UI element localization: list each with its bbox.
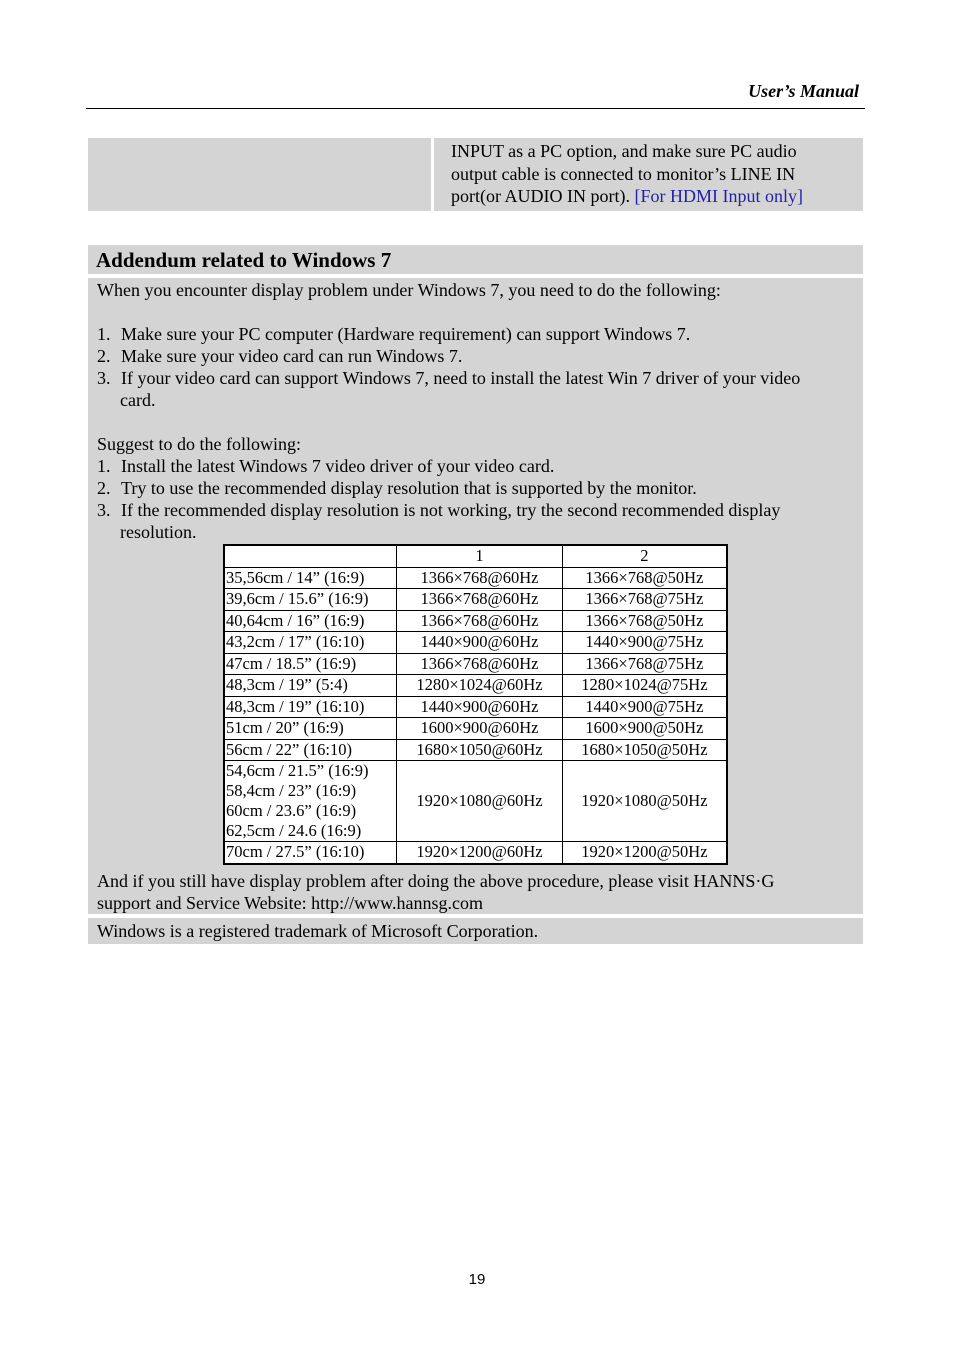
- requirement-3-text: If your video card can support Windows 7, need to install the latest Win 7 driver of your video: [121, 368, 801, 388]
- audio-note-line-3: [451, 185, 855, 208]
- recommended-resolution-2: 1366×768@50Hz: [562, 610, 727, 632]
- audio-note-line-2: output cable is connected to monitor’s LINE IN: [451, 163, 796, 184]
- monitor-size-cell: [224, 761, 397, 842]
- requirement-1-number: 1.: [97, 324, 111, 344]
- requirement-3-continuation: card.: [120, 390, 156, 410]
- recommended-resolution-2: 1600×900@50Hz: [562, 718, 727, 740]
- audio-input-note: [451, 140, 855, 208]
- recommended-resolution-1: 1920×1080@60Hz: [397, 761, 563, 842]
- recommended-resolution-2: 1366×768@75Hz: [562, 589, 727, 611]
- recommended-resolution-1: 1680×1050@60Hz: [397, 739, 563, 761]
- monitor-size: 56cm / 22” (16:10): [226, 739, 353, 759]
- recommended-resolution-1: 1366×768@60Hz: [397, 653, 563, 675]
- requirement-2-text: Make sure your video card can run Windows 7.: [121, 346, 463, 366]
- monitor-size: 40,64cm / 16” (16:9): [226, 610, 365, 630]
- monitor-size-cell: [224, 675, 397, 697]
- monitor-size-cell: [224, 842, 397, 864]
- table-row: [224, 610, 727, 632]
- monitor-size: 35,56cm / 14” (16:9): [226, 567, 365, 587]
- requirement-3-number: 3.: [97, 368, 111, 388]
- monitor-size: 39,6cm / 15.6” (16:9): [226, 589, 369, 609]
- requirement-2-number: 2.: [97, 346, 111, 366]
- page-header-title: User’s Manual: [748, 81, 859, 101]
- suggest-label: Suggest to do the following:: [97, 434, 301, 454]
- recommended-resolution-2: 1366×768@75Hz: [562, 653, 727, 675]
- monitor-size-cell: [224, 567, 397, 589]
- table-row: [224, 761, 727, 842]
- monitor-size-cell: [224, 589, 397, 611]
- audio-note-line-3-text: port(or AUDIO IN port).: [451, 186, 635, 206]
- recommended-resolution-1: 1366×768@60Hz: [397, 567, 563, 589]
- addendum-intro: When you encounter display problem under Windows 7, you need to do the following:: [97, 280, 721, 300]
- resolution-table: [223, 544, 728, 865]
- recommended-resolution-2: 1440×900@75Hz: [562, 632, 727, 654]
- monitor-size-cell: [224, 696, 397, 718]
- addendum-heading-bar: [88, 245, 863, 274]
- monitor-size: 58,4cm / 23” (16:9): [226, 781, 357, 800]
- addendum-heading: Addendum related to Windows 7: [96, 248, 392, 272]
- table-header-recommended-2: 2: [562, 545, 727, 567]
- table-row: [224, 739, 727, 761]
- closing-line-2: support and Service Website: http://www.hannsg.com: [97, 893, 483, 913]
- table-header-recommended-1: 1: [397, 545, 563, 567]
- suggestion-3-number: 3.: [97, 500, 111, 520]
- recommended-resolution-1: 1366×768@60Hz: [397, 610, 563, 632]
- monitor-size: 48,3cm / 19” (16:10): [226, 696, 365, 716]
- monitor-size: 48,3cm / 19” (5:4): [226, 675, 348, 695]
- recommended-resolution-2: 1920×1200@50Hz: [562, 842, 727, 864]
- table-row: [224, 718, 727, 740]
- page-number: 19: [468, 1271, 486, 1288]
- suggestion-2-text: Try to use the recommended display resolution that is supported by the monitor.: [121, 478, 697, 498]
- monitor-size: 51cm / 20” (16:9): [226, 718, 344, 738]
- hdmi-input-note: [For HDMI Input only]: [634, 186, 803, 206]
- table-row: [224, 589, 727, 611]
- recommended-resolution-2: 1680×1050@50Hz: [562, 739, 727, 761]
- table-row: [224, 632, 727, 654]
- requirement-1-text: Make sure your PC computer (Hardware requirement) can support Windows 7.: [121, 324, 691, 344]
- recommended-resolution-1: 1920×1200@60Hz: [397, 842, 563, 864]
- monitor-size: 43,2cm / 17” (16:10): [226, 632, 365, 652]
- monitor-size-cell: [224, 718, 397, 740]
- table-header-row: [224, 545, 727, 567]
- recommended-resolution-2: 1280×1024@75Hz: [562, 675, 727, 697]
- monitor-size: 47cm / 18.5” (16:9): [226, 653, 357, 673]
- monitor-size: 60cm / 23.6” (16:9): [226, 801, 357, 820]
- header-rule: [86, 108, 865, 109]
- suggestion-1-text: Install the latest Windows 7 video driver of your video card.: [121, 456, 555, 476]
- recommended-resolution-1: 1600×900@60Hz: [397, 718, 563, 740]
- closing-line-1: And if you still have display problem after doing the above procedure, please visit HANNS·G: [97, 871, 775, 891]
- monitor-size-cell: [224, 632, 397, 654]
- recommended-resolution-2: 1440×900@75Hz: [562, 696, 727, 718]
- table-row: [224, 696, 727, 718]
- suggestion-3-text: If the recommended display resolution is not working, try the second recommended display: [121, 500, 781, 520]
- monitor-size-cell: [224, 739, 397, 761]
- recommended-resolution-1: 1366×768@60Hz: [397, 589, 563, 611]
- suggestion-2-number: 2.: [97, 478, 111, 498]
- recommended-resolution-1: 1440×900@60Hz: [397, 632, 563, 654]
- suggestion-1-number: 1.: [97, 456, 111, 476]
- top-row-right-cell: [434, 138, 863, 211]
- suggestion-3-continuation: resolution.: [120, 522, 197, 542]
- table-row: [224, 567, 727, 589]
- recommended-resolution-2: 1920×1080@50Hz: [562, 761, 727, 842]
- recommended-resolution-2: 1366×768@50Hz: [562, 567, 727, 589]
- monitor-size-cell: [224, 653, 397, 675]
- audio-note-line-1: INPUT as a PC option, and make sure PC audio: [451, 141, 797, 161]
- monitor-size: 54,6cm / 21.5” (16:9): [226, 761, 369, 780]
- monitor-size-cell: [224, 610, 397, 632]
- recommended-resolution-1: 1440×900@60Hz: [397, 696, 563, 718]
- trademark-bar: [88, 918, 863, 944]
- top-row-left-cell: [88, 138, 431, 211]
- table-header-model: [224, 545, 397, 567]
- monitor-size: 70cm / 27.5” (16:10): [226, 842, 365, 862]
- table-row: [224, 653, 727, 675]
- monitor-size: 62,5cm / 24.6 (16:9): [226, 821, 362, 840]
- recommended-resolution-1: 1280×1024@60Hz: [397, 675, 563, 697]
- table-row: [224, 675, 727, 697]
- table-row: [224, 842, 727, 864]
- trademark-note: Windows is a registered trademark of Microsoft Corporation.: [97, 921, 539, 941]
